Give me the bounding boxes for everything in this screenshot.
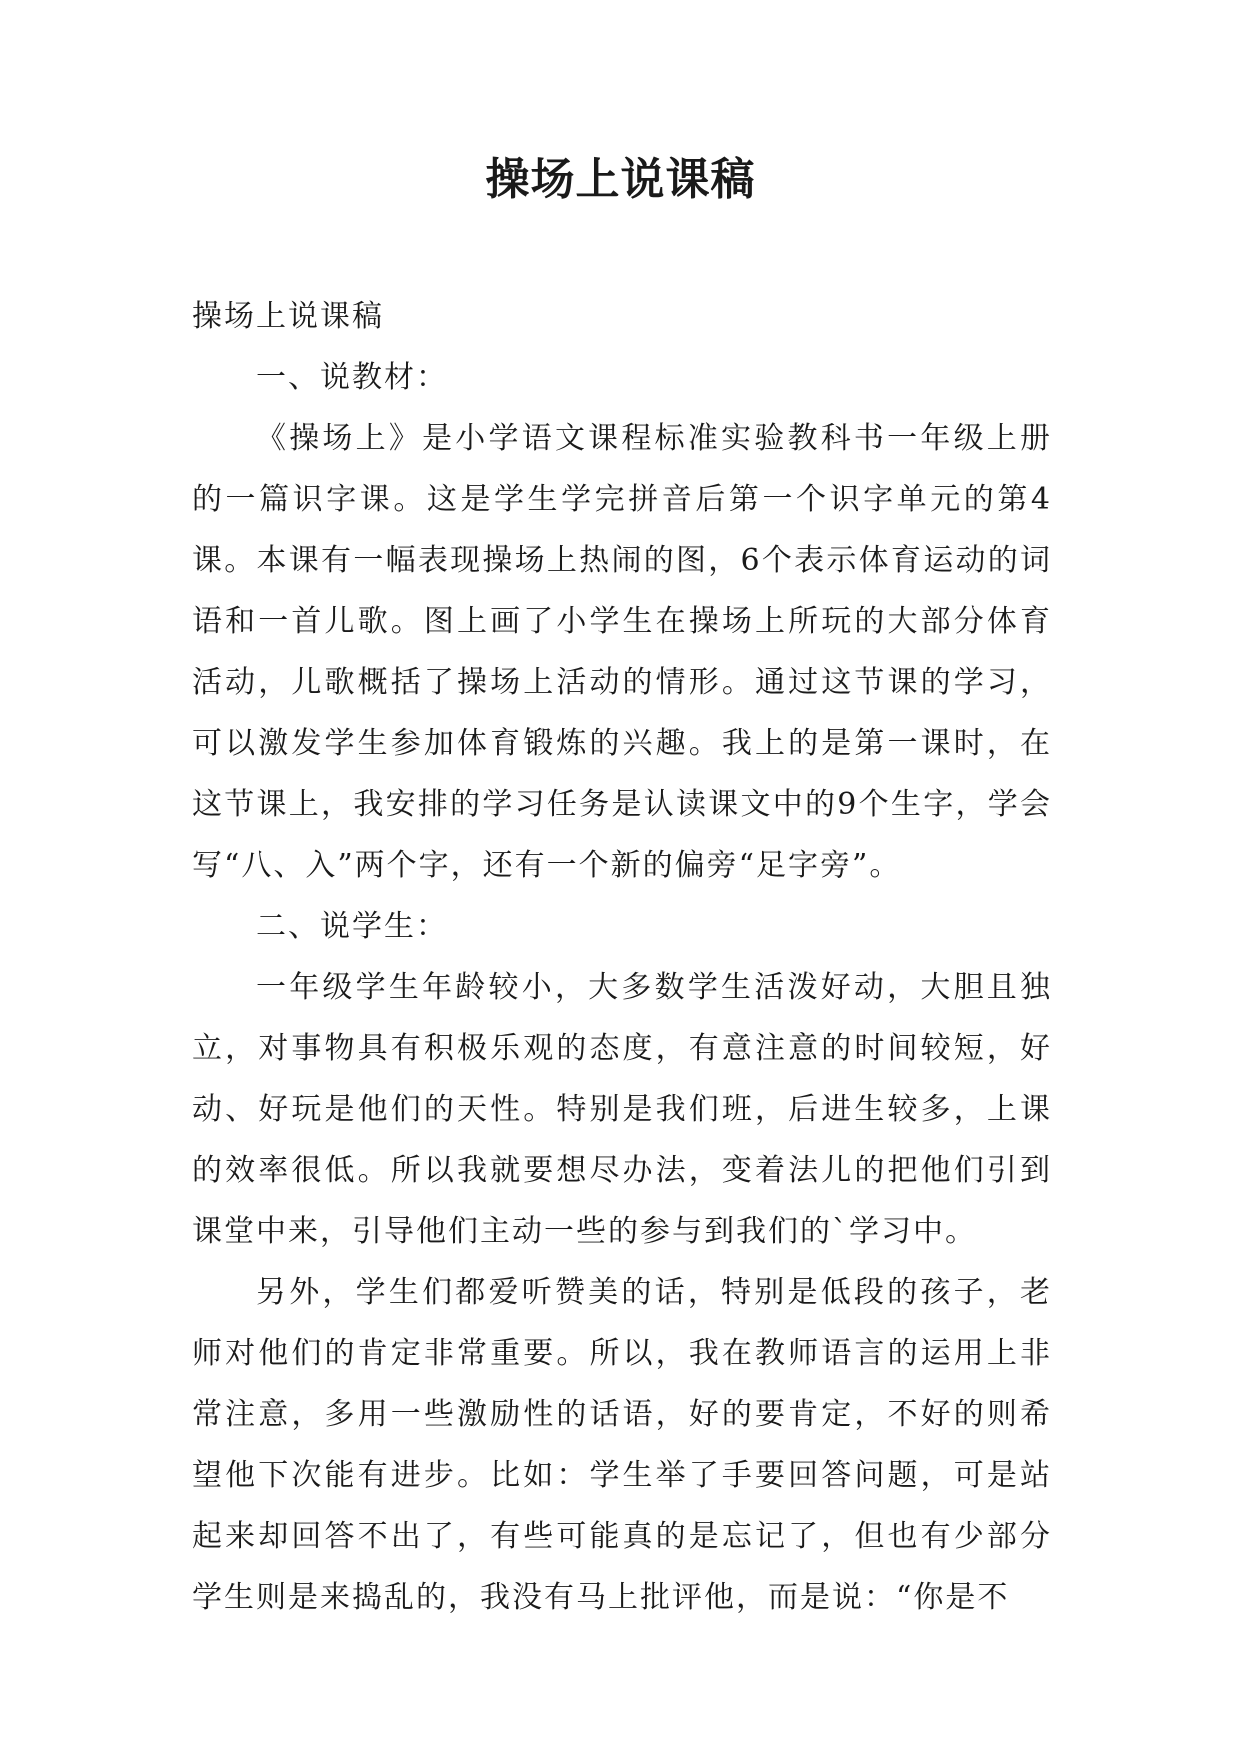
paragraph-praise: 另外，学生们都爱听赞美的话，特别是低段的孩子，老师对他们的肯定非常重要。所以，我在教师语言的运用上非常注意，多用一些激励性的话语，好的要肯定，不好的则希望他下次能有进步。比如：学生举了手要回答问题，可是站起来却回答不出了，有些可能真的是忘记了，但也有少部分学生则是来捣乱的，我没有马上批评他，而是说：“你是不 — [192, 1275, 1052, 1615]
section-heading-students: 二、说学生： — [256, 909, 448, 944]
paragraph-students: 一年级学生年龄较小，大多数学生活泼好动，大胆且独立，对事物具有积极乐观的态度，有意注意的时间较短，好动、好玩是他们的天性。特别是我们班，后进生较多，上课的效率很低。所以我就要想尽办法，变着法儿的把他们引到课堂中来，引导他们主动一些的参与到我们的`学习中。 — [192, 970, 1052, 1249]
paragraph-heading: 操场上说课稿 — [192, 299, 384, 334]
paragraph-materials: 《操场上》是小学语文课程标准实验教科书一年级上册的一篇识字课。这是学生学完拼音后第一个识字单元的第4课。本课有一幅表现操场上热闹的图，6个表示体育运动的词语和一首儿歌。图上画了小学生在操场上所玩的大部分体育活动，儿歌概括了操场上活动的情形。通过这节课的学习，可以激发学生参加体育锻炼的兴趣。我上的是第一课时，在这节课上，我安排的学习任务是认读课文中的9个生字，学会写“八、入”两个字，还有一个新的偏旁“足字旁”。 — [192, 421, 1052, 883]
section-heading-materials: 一、说教材： — [256, 360, 448, 395]
document-body — [192, 286, 1052, 1628]
document-title: 操场上说课稿 — [485, 154, 756, 205]
